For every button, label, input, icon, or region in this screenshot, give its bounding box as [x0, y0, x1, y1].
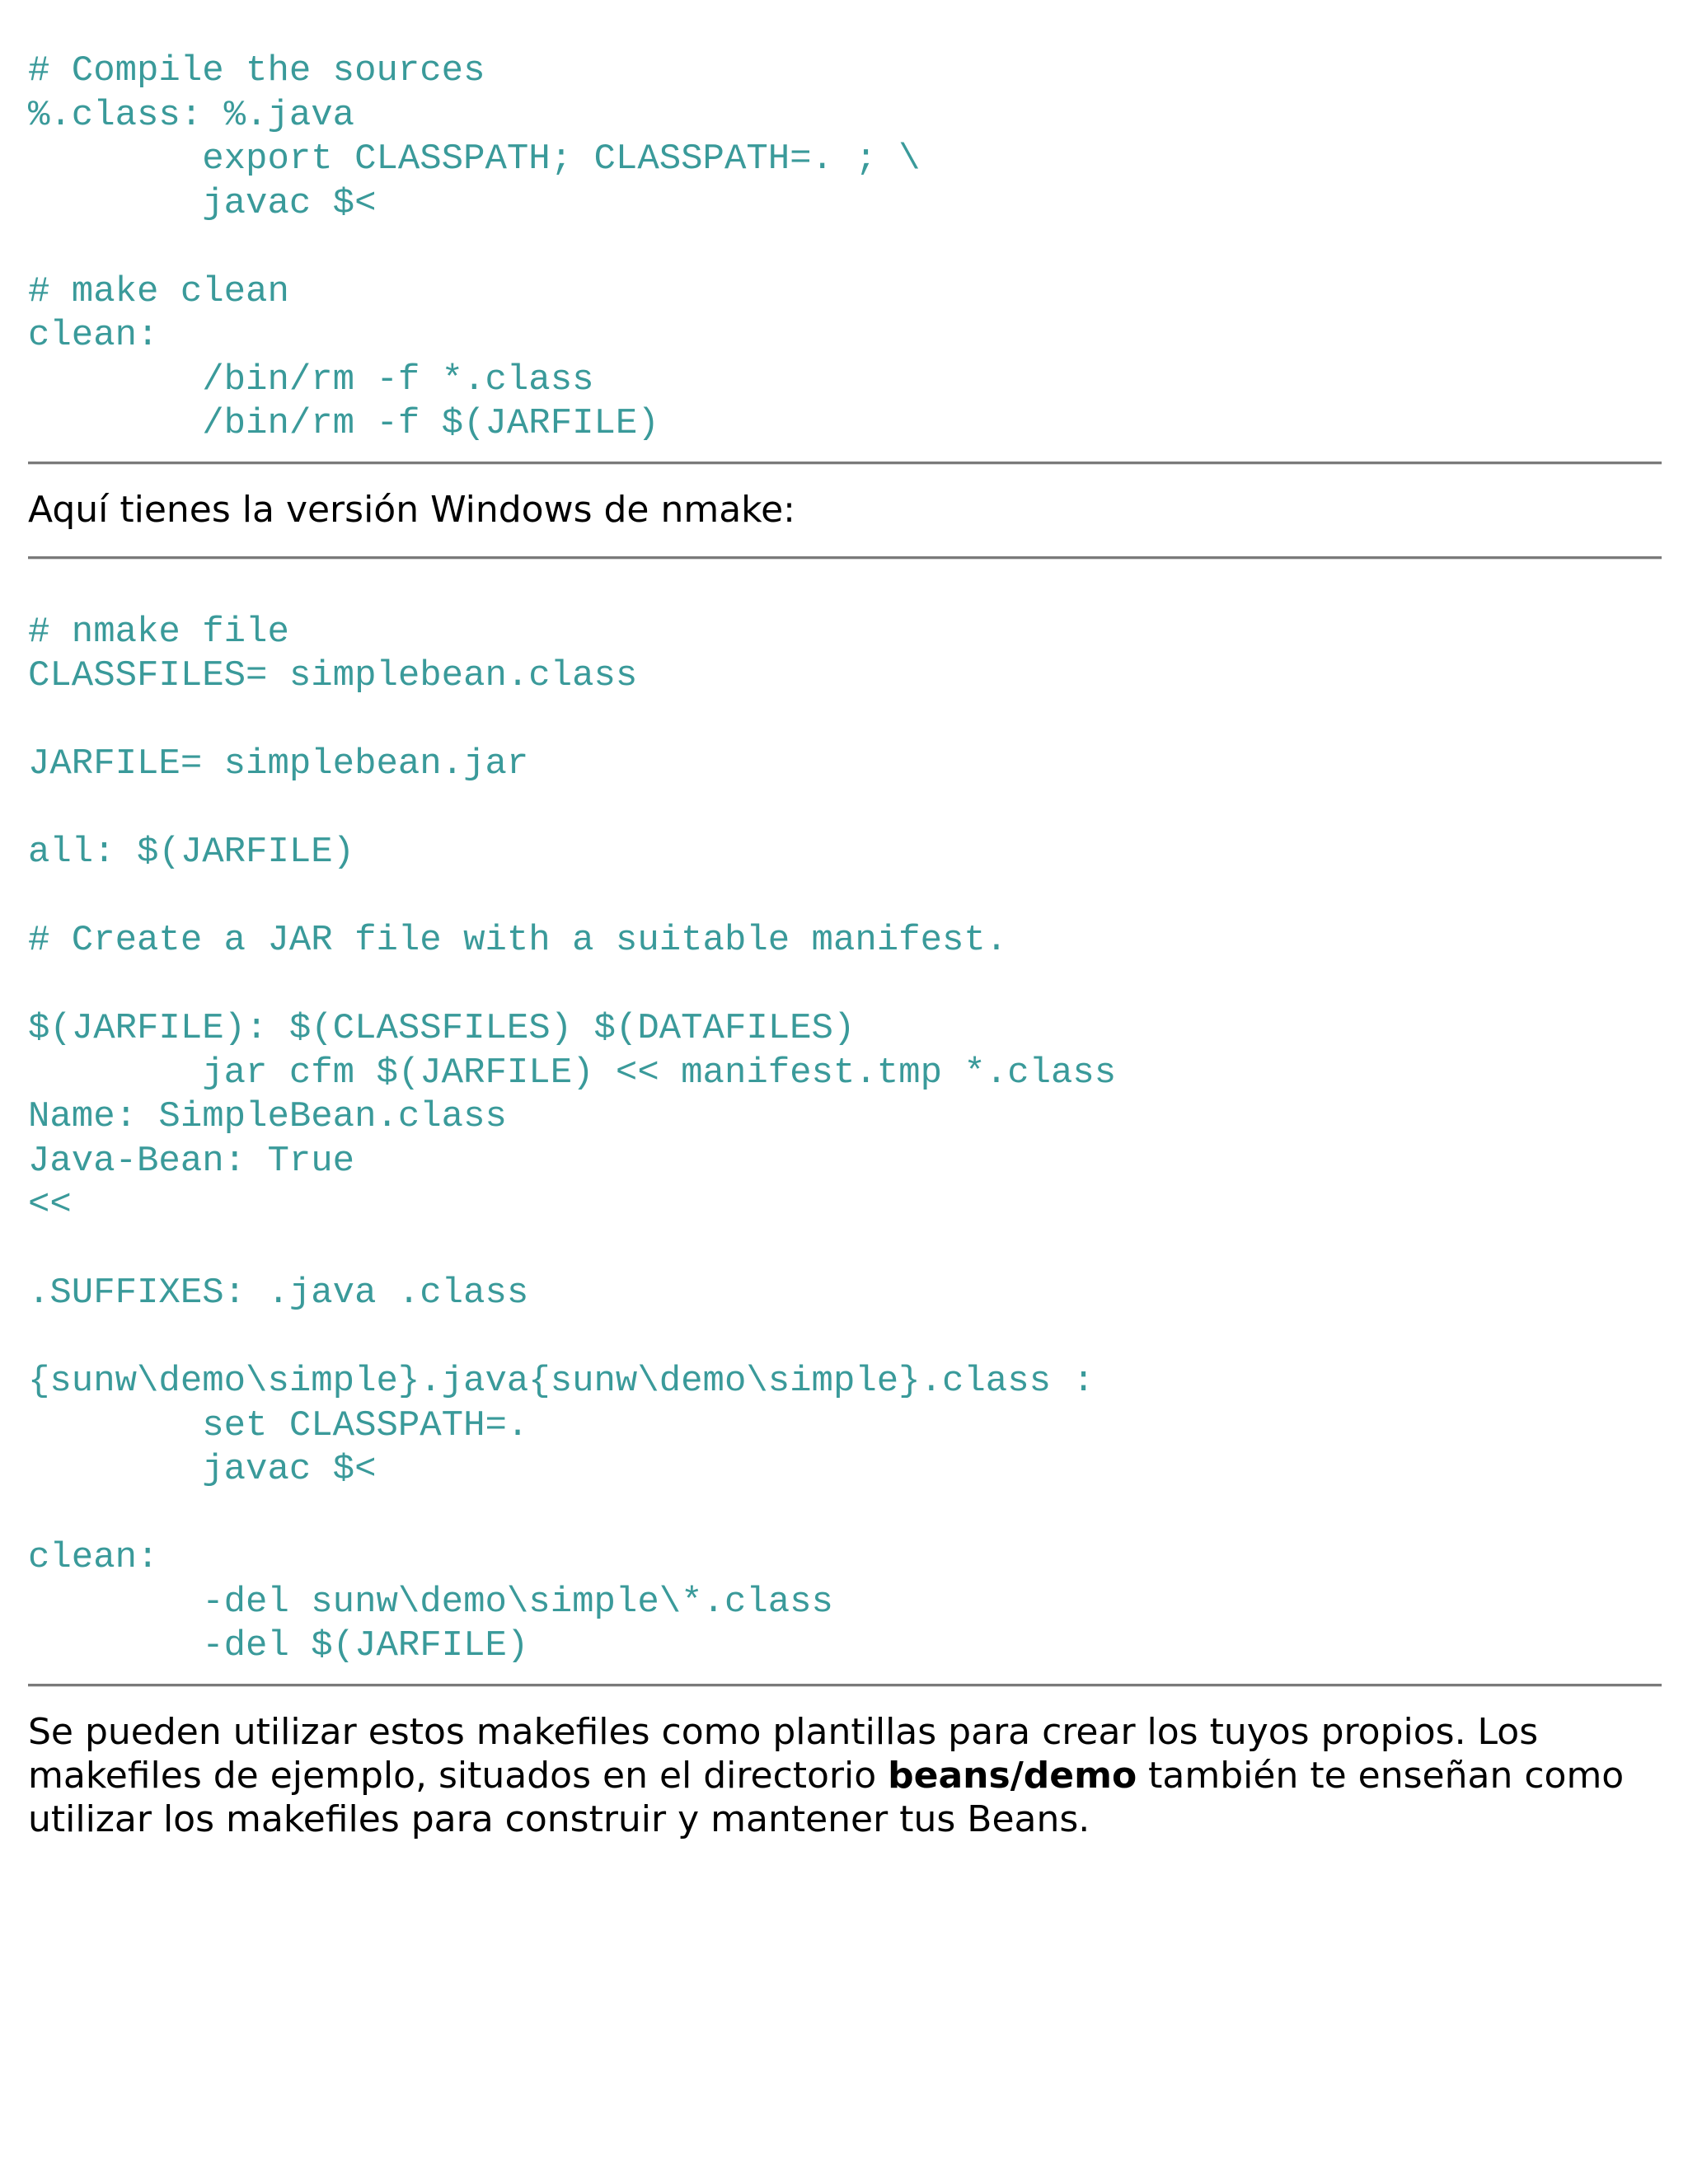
closing-text-after: también te enseñan como utilizar los makefiles para construir y mantener tus Beans.: [28, 1754, 1625, 1840]
code-line: $(JARFILE): $(CLASSFILES) $(DATAFILES): [28, 1008, 856, 1049]
code-line: javac $<: [28, 1449, 377, 1490]
code-line: CLASSFILES= simplebean.class: [28, 655, 638, 696]
code-line: # Create a JAR file with a suitable manifest.: [28, 920, 1008, 961]
code-line: jar cfm $(JARFILE) << manifest.tmp *.class: [28, 1052, 1117, 1094]
code-block-nmake: [28, 611, 1662, 1669]
code-line: -del sunw\demo\simple\*.class: [28, 1581, 833, 1623]
intro-paragraph: Aquí tienes la versión Windows de nmake:: [28, 488, 795, 531]
code-line: .SUFFIXES: .java .class: [28, 1272, 529, 1314]
closing-paragraph: [28, 1710, 1662, 1841]
code-line: {sunw\demo\simple}.java{sunw\demo\simple}.class :: [28, 1361, 1095, 1402]
code-line: set CLASSPATH=.: [28, 1404, 529, 1446]
code-line: <<: [28, 1184, 72, 1226]
code-line: clean:: [28, 1537, 159, 1578]
code-line: /bin/rm -f $(JARFILE): [28, 403, 659, 444]
directory-name: beans/demo: [888, 1754, 1137, 1797]
document-page: [28, 49, 1662, 1841]
code-line: JARFILE= simplebean.jar: [28, 743, 529, 785]
code-line: Java-Bean: True: [28, 1140, 355, 1182]
code-line: /bin/rm -f *.class: [28, 359, 594, 401]
code-line: Name: SimpleBean.class: [28, 1096, 507, 1137]
horizontal-rule: [28, 1684, 1662, 1687]
horizontal-rule: [28, 556, 1662, 560]
code-line: clean:: [28, 315, 159, 356]
code-line: export CLASSPATH; CLASSPATH=. ; \: [28, 138, 921, 180]
code-line: # Compile the sources: [28, 50, 485, 91]
code-line: all: $(JARFILE): [28, 832, 355, 873]
code-line: javac $<: [28, 182, 377, 224]
code-line: -del $(JARFILE): [28, 1625, 529, 1666]
code-line: # nmake file: [28, 611, 289, 653]
code-block-makefile: [28, 49, 1662, 447]
horizontal-rule: [28, 462, 1662, 465]
code-line: %.class: %.java: [28, 94, 355, 136]
code-line: # make clean: [28, 270, 289, 312]
closing-text-before: Se pueden utilizar estos makefiles como plantillas para crear los tuyos propios. Los makefiles de ejemplo, situados en el directorio: [28, 1710, 1539, 1797]
